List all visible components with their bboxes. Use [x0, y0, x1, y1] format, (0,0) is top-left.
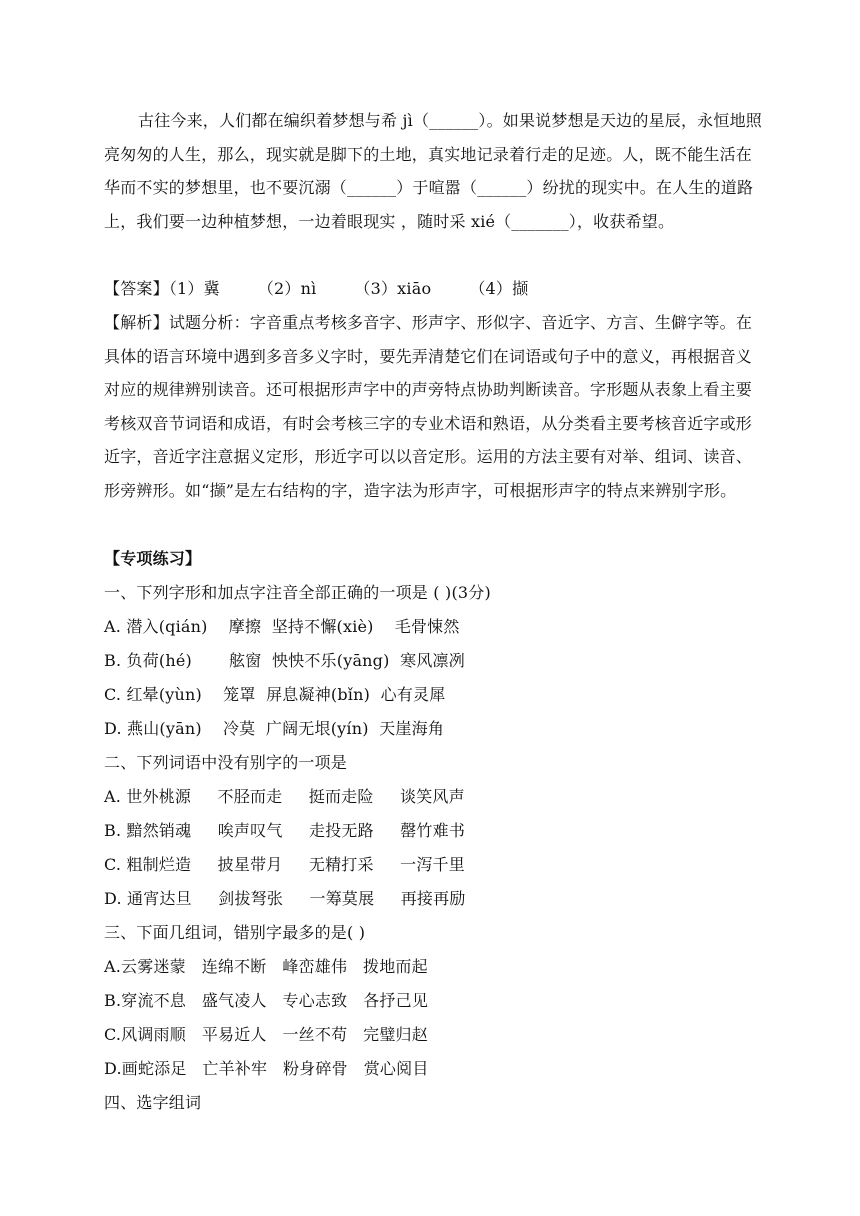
section-title: 【专项练习】 — [104, 549, 202, 568]
q2-option-c: C. 粗制烂造 披星带月 无精打采 一泻千里 — [104, 855, 465, 874]
q2-option-d: D. 通宵达旦 剑拔弩张 一筹莫展 再接再励 — [104, 889, 466, 908]
answer-line — [104, 272, 764, 306]
analysis-label: 【解析】 — [104, 313, 169, 332]
answer-block — [104, 272, 764, 306]
answer-item-4: （4）撷 — [469, 279, 529, 298]
passage-paragraph: 古往今来，人们都在编织着梦想与希 jì（______）。如果说梦想是天边的星辰，永恒地照亮匆匆的人生，那么，现实就是脚下的土地，真实地记录着行走的足迹。人，既不能生活在华而不实的梦想里，也不要沉溺（______）于喧嚣（______）纷扰的现实中。在人生的道路上，我们要一边种植梦想，一边着眼现实 ，随时采 xié（_______），收获希望。 — [104, 111, 762, 231]
q3-option-d: D.画蛇添足 亡羊补牢 粉身碎骨 赏心阅目 — [104, 1059, 429, 1078]
q3-option-b: B.穿流不息 盛气凌人 专心志致 各抒己见 — [104, 991, 429, 1010]
practice-section — [104, 542, 764, 1120]
analysis-paragraph — [104, 306, 764, 507]
q3-option-a: A.云雾迷蒙 连绵不断 峰峦雄伟 拨地而起 — [104, 957, 428, 976]
q2-option-a: A. 世外桃源 不胫而走 挺而走险 谈笑风声 — [104, 787, 465, 806]
answer-item-2: （2）nì — [257, 279, 317, 298]
q3-option-c: C.风调雨顺 平易近人 一丝不苟 完璧归赵 — [104, 1025, 428, 1044]
q2-stem: 二、下列词语中没有别字的一项是 — [104, 753, 348, 772]
analysis-block — [104, 306, 764, 507]
answer-item-3: （3）xiāo — [354, 279, 432, 298]
q1-option-a: A. 潜入(qián) 摩擦 坚持不懈(xiè) 毛骨悚然 — [104, 617, 460, 636]
answer-item-1: （1）冀 — [168, 279, 220, 298]
answer-label: 【答案】 — [104, 279, 169, 298]
q1-option-b: B. 负荷(hé) 舷窗 怏怏不乐(yāng) 寒风凛冽 — [104, 651, 465, 670]
q3-stem: 三、下面几组词，错别字最多的是( ) — [104, 923, 366, 942]
passage-block — [104, 104, 764, 238]
q1-option-d: D. 燕山(yān) 冷莫 广阔无垠(yín) 天崖海角 — [104, 719, 445, 738]
q2-option-b: B. 黯然销魂 唉声叹气 走投无路 罄竹难书 — [104, 821, 466, 840]
q4-stem: 四、选字组词 — [104, 1093, 202, 1112]
analysis-text: 试题分析：字音重点考核多音字、形声字、形似字、音近字、方言、生僻字等。在具体的语言环境中遇到多音多义字时，要先弄清楚它们在词语或句子中的意义，再根据音义对应的规律辨别读音。还可根据形声字中的声旁特点协助判断读音。字形题从表象上看主要考核双音节词语和成语，有时会考核三字的专业术语和熟语，从分类看主要考核音近字或形近字，音近字注意据义定形，形近字可以以音定形。运用的方法主要有对举、组词、读音、形旁辨形。如“撷”是左右结构的字，造字法为形声字，可根据形声字的特点来辨别字形。 — [104, 313, 753, 500]
q1-stem: 一、下列字形和加点字注音全部正确的一项是 ( )(3分) — [104, 583, 491, 602]
q1-option-c: C. 红晕(yùn) 笼罩 屏息凝神(bǐn) 心有灵犀 — [104, 685, 446, 704]
